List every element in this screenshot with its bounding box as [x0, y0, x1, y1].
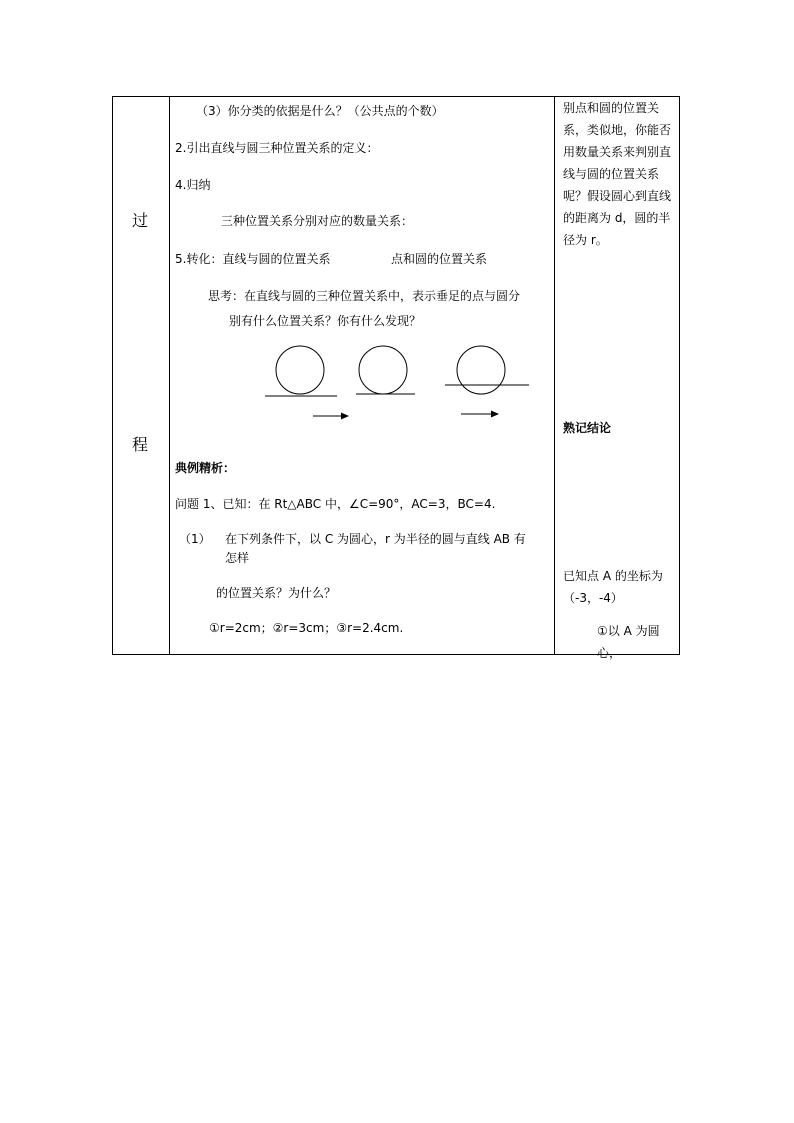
step-2: 2.引出直线与圆三种位置关系的定义： [175, 141, 379, 155]
circle-intersect [457, 346, 505, 394]
example-heading: 典例精析： [175, 461, 236, 475]
radius-conditions: ①r=2cm；②r=3cm；③r=2.4cm. [209, 621, 404, 635]
problem-1: 问题 1、已知：在 Rt△ABC 中，∠C=90°，AC=3，BC=4. [175, 497, 496, 511]
column-divider-right [554, 97, 555, 654]
side-label-top: 过 [132, 211, 149, 230]
circle-line-figures [253, 337, 543, 427]
note-point-a-coordinates: 已知点 A 的坐标为（-3，-4） [563, 569, 663, 605]
step-5-left: 5.转化：直线与圆的位置关系 [175, 252, 331, 266]
part-1-line-b: 怎样 [225, 551, 250, 565]
question-3: （3）你分类的依据是什么？（公共点的个数） [196, 104, 444, 118]
think-line-1: 思考：在直线与圆的三种位置关系中，表示垂足的点与圆分 [208, 289, 521, 303]
arrow-2-head [491, 411, 499, 418]
summary-line: 三种位置关系分别对应的数量关系： [221, 214, 414, 228]
circle-separate [276, 346, 324, 394]
step-4: 4.归纳 [175, 178, 211, 192]
column-divider-left [169, 97, 170, 654]
circle-tangent [359, 346, 407, 394]
arrow-1-head [341, 413, 349, 420]
step-5-right: 点和圆的位置关系 [391, 252, 488, 266]
part-1-line-a: 在下列条件下，以 C 为圆心，r 为半径的圆与直线 AB 有 [225, 532, 526, 546]
part-1-line-c: 的位置关系？为什么？ [216, 586, 337, 600]
side-label-bottom: 程 [132, 435, 149, 454]
lesson-table [112, 96, 680, 660]
think-line-2: 别有什么位置关系？你有什么发现？ [229, 314, 422, 328]
note-remember-conclusion: 熟记结论 [563, 421, 612, 435]
part-1-number: （1） [179, 532, 211, 546]
note-center-a: ①以 A 为圆心， [597, 624, 660, 660]
note-position-relation: 别点和圆的位置关系，类似地，你能否用数量关系来判别直线与圆的位置关系呢？假设圆心到直线的距离为 d，圆的半径为 r。 [563, 101, 672, 247]
